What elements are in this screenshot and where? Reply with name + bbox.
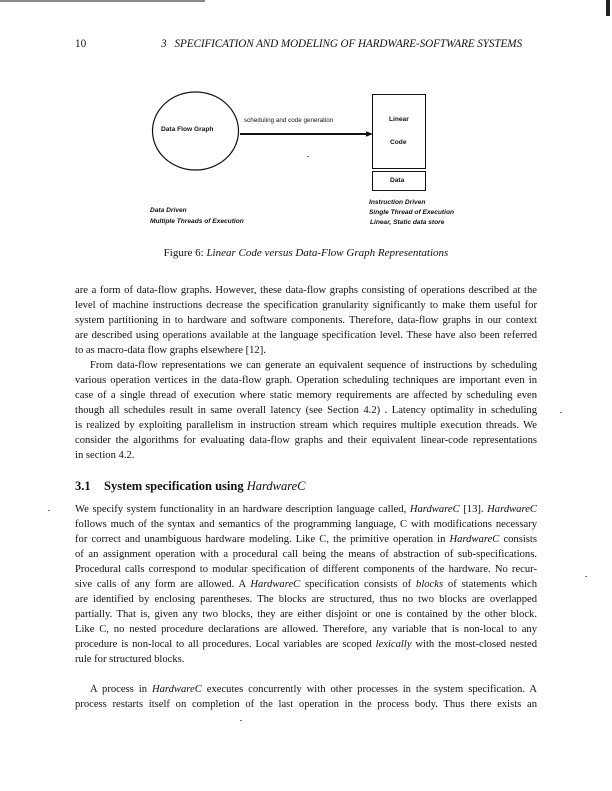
arrow-head-icon [366,131,373,136]
right-prop-1: Instruction Driven [369,199,426,206]
text-line: case of a single thread of execution where static memory requirements are affected by scheduling even [75,390,537,401]
chapter-number: 3 [161,38,167,50]
section-number: 3.1 [75,479,91,493]
emphasis: HardwareC [409,504,460,515]
right-prop-3: Linear, Static data store [370,219,445,226]
text-line: From data-flow representations we can generate an equivalent sequence of instructions by scheduling [90,360,537,371]
text-line: partially. That is, given any two blocks, they are either disjoint or one is contained by the other block. [75,609,537,620]
figure-number: Figure 6: [163,247,204,259]
scan-speck [240,720,242,721]
figure-6-diagram [0,0,612,240]
left-prop-2: Multiple Threads of Execution [150,218,244,225]
text-line: We specify system functionality in an hardware description language called, HardwareC [13]. HardwareC [75,504,537,515]
text-line: Like C, no nested procedure declarations are allowed. Therefore, any variable that is non-local to any [75,624,537,635]
emphasis: HardwareC [151,684,202,695]
text-line: though all schedules result in same overall latency (see Section 4.2) . Latency optimality in scheduling [75,405,537,416]
chapter-title: SPECIFICATION AND MODELING OF HARDWARE-SOFTWARE SYSTEMS [174,38,522,50]
right-prop-2: Single Thread of Execution [369,209,454,216]
text-line: follows much of the syntax and semantics of the programming language, C with modifications necessary [75,519,537,530]
page-number: 10 [75,38,87,50]
scan-speck [307,156,309,157]
text-line: rule for structured blocks. [75,654,185,665]
text-line: Procedural calls correspond to modular specification of different components of the hardware. No recur- [75,564,537,575]
text-line: A process in HardwareC executes concurrently with other processes in the system specification. A [90,684,537,695]
text-line: level of machine instructions decrease the specification granularity significantly to make them useful for [75,300,537,311]
margin-mark [560,412,562,413]
text-line: sive calls of any form are allowed. A HardwareC specification consists of blocks of statements which [75,579,537,590]
section-title-em: HardwareC [246,479,306,493]
paragraph-1 [75,283,537,358]
text-line: various operation vertices in the data-flow graph. Operation scheduling techniques are important even in [75,375,537,386]
box-label-code: Code [390,139,407,146]
arrow-label: scheduling and code generation [244,117,334,124]
text-line: are described using operations available at the language specification level. These have also been referred [75,330,537,341]
text-line: is realized by exploiting parallelism in instruction stream which requires multiple execution threads. We [75,420,537,431]
text-line: consider the algorithms for evaluating data-flow graphs and their equivalent linear-code representations [75,435,537,446]
text-line: to as macro-data flow graphs elsewhere [12]. [75,345,266,356]
emphasis: HardwareC [487,504,537,515]
circle-label: Data Flow Graph [161,126,214,133]
emphasis: lexically [375,639,412,650]
paragraph-2 [75,358,537,463]
text-line: in section 4.2. [75,450,135,461]
text-line: of an assignment operation with a procedural call being the means of abstraction of sub-specifications. [75,549,537,560]
emphasis: HardwareC [250,579,301,590]
emphasis: HardwareC [449,534,500,545]
text-line: are a form of data-flow graphs. However, these data-flow graphs consisting of operations described at the [75,285,537,296]
data-box-label: Data [390,177,405,184]
section-heading [75,479,306,494]
margin-mark [585,576,587,577]
paragraph-4 [75,682,537,712]
margin-mark [48,510,50,511]
text-line: procedure is non-local to all procedures. Local variables are scoped lexically with the most-closed nested [75,639,537,650]
figure-caption-text: Linear Code versus Data-Flow Graph Representations [206,247,449,259]
text-line: process restarts itself on completion of the last operation in the process body. Thus there exists an [75,699,537,710]
section-title: System specification using [104,479,247,493]
text-line: system partitioning in to hardware and software components. Therefore, data-flow graphs in our context [75,315,537,326]
linear-code-box [373,95,426,169]
text-line: for correct and unambiguous hardware modeling. Like C, the primitive operation in HardwareC consists [75,534,537,545]
box-label-linear: Linear [389,116,409,123]
left-prop-1: Data Driven [150,207,187,214]
paragraph-3 [75,502,537,667]
figure-caption [0,247,612,259]
text-line: are identified by enclosing parentheses. The blocks are structured, thus no two blocks are overlapped [75,594,537,605]
emphasis: blocks [416,579,444,590]
